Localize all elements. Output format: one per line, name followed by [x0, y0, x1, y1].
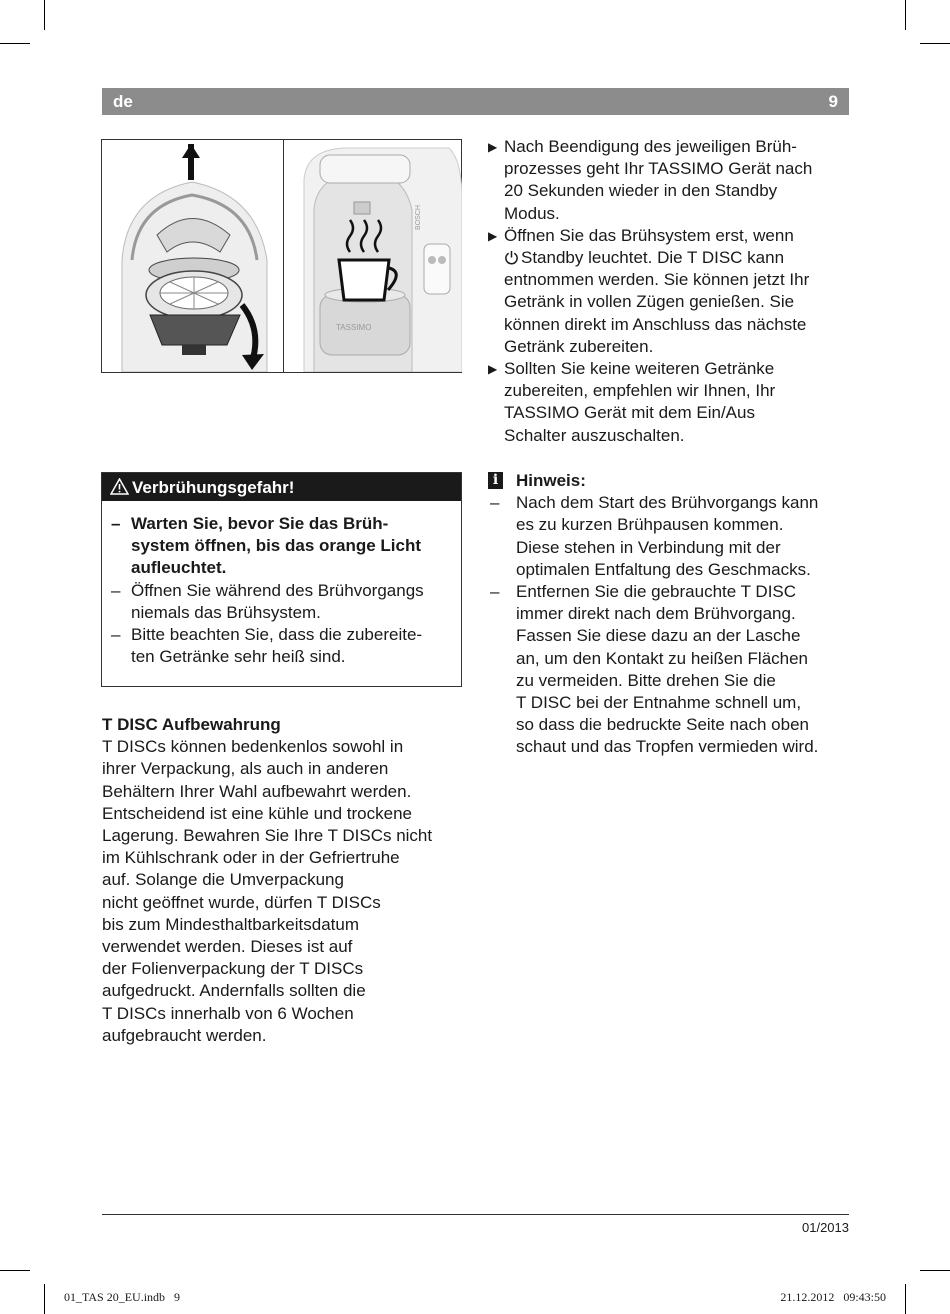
warning-line: niemals das Brühsystem. — [131, 602, 321, 622]
hint-line: schaut und das Tropfen vermieden wird. — [516, 737, 819, 757]
crop-mark — [44, 1284, 45, 1314]
storage-line: aufgebraucht werden. — [102, 1025, 267, 1045]
hint-item — [488, 581, 853, 759]
footer-rule — [102, 1214, 849, 1215]
warning-line: aufleuchtet. — [131, 558, 227, 578]
warning-item — [102, 580, 461, 624]
warning-line: ten Getränke sehr heiß sind. — [131, 647, 346, 667]
arrow-icon: ▶ — [488, 362, 498, 377]
hint-line: Nach dem Start des Brühvorgangs kann — [516, 493, 819, 513]
page-number: 9 — [828, 92, 838, 111]
hint-section — [488, 470, 853, 759]
storage-heading: T DISC Aufbewahrung — [102, 715, 281, 734]
print-slug-timestamp: 21.12.2012 09:43:50 — [780, 1290, 886, 1304]
warning-header — [102, 473, 461, 501]
crop-mark — [44, 0, 45, 30]
bullet-line: Schalter auszuschalten. — [504, 425, 685, 445]
bullet-line: Nach Beendigung des jeweiligen Brüh- — [504, 137, 797, 156]
storage-line: T DISCs können bedenkenlos sowohl in — [102, 737, 404, 757]
hint-item — [488, 492, 853, 581]
brewer-open-illustration — [102, 140, 283, 372]
storage-line: Lagerung. Bewahren Sie Ihre T DISCs nicht — [102, 826, 433, 846]
warning-triangle-icon — [110, 478, 129, 495]
bullet-line: prozesses geht Ihr TASSIMO Gerät nach — [504, 159, 813, 179]
crop-mark — [905, 1284, 906, 1314]
storage-line: Behältern Ihrer Wahl aufbewahrt werden. — [102, 781, 412, 801]
warning-item — [102, 624, 461, 668]
dash-mark: – — [490, 582, 500, 602]
hint-line: immer direkt nach dem Brühvorgang. — [516, 604, 796, 624]
warning-line: Öffnen Sie während des Brühvorgangs — [131, 580, 424, 600]
storage-line: ihrer Verpackung, als auch in anderen — [102, 759, 389, 779]
warning-list — [102, 513, 461, 668]
hint-line: so dass die bedruckte Seite nach oben — [516, 715, 809, 735]
language-code: de — [113, 92, 133, 111]
instruction-bullet — [488, 136, 853, 225]
illustration-panel — [101, 139, 462, 373]
warning-item — [102, 513, 461, 580]
storage-line: verwendet werden. Dieses ist auf — [102, 937, 353, 957]
bullet-line: 20 Sekunden wieder in den Standby — [504, 181, 778, 201]
crop-mark — [920, 43, 950, 44]
crop-mark — [0, 1270, 30, 1271]
arrow-icon: ▶ — [488, 140, 498, 154]
info-icon: i — [488, 472, 503, 489]
brand-label: BOSCH — [415, 205, 422, 230]
storage-line: bis zum Mindesthaltbarkeitsdatum — [102, 914, 360, 934]
hint-header — [488, 470, 853, 492]
crop-mark — [905, 0, 906, 30]
warning-title: Verbrühungsgefahr! — [132, 478, 295, 497]
print-slug-file: 01_TAS 20_EU.indb 9 — [64, 1290, 181, 1304]
bullet-line: entnommen werden. Sie können jetzt Ihr — [504, 270, 810, 290]
crop-mark — [0, 43, 30, 44]
cup-label: TASSIMO — [336, 323, 372, 332]
crop-mark — [920, 1270, 950, 1271]
bullet-line: Öffnen Sie das Brühsystem erst, wenn — [504, 225, 794, 245]
bullet-line: Standby leuchtet. Die T DISC kann — [521, 248, 785, 268]
storage-line: nicht geöffnet wurde, dürfen T DISCs — [102, 892, 381, 912]
page-header — [102, 88, 849, 115]
bullet-line: Modus. — [504, 203, 560, 223]
instructions-column — [488, 136, 853, 447]
bullet-line: Sollten Sie keine weiteren Getränke — [504, 359, 775, 379]
bullet-line: zubereiten, empfehlen wir Ihnen, Ihr — [504, 381, 776, 401]
power-icon — [504, 250, 519, 265]
warning-line: system öffnen, bis das orange Licht — [131, 536, 422, 556]
warning-box — [101, 472, 462, 687]
bullet-line: Getränk in vollen Zügen genießen. Sie — [504, 292, 795, 312]
machine-standby-illustration — [284, 140, 462, 372]
storage-line: im Kühlschrank oder in der Gefriertruhe — [102, 848, 400, 868]
storage-line: aufgedruckt. Andernfalls sollten die — [102, 981, 366, 1001]
arrow-icon: ▶ — [488, 228, 498, 243]
dash-mark: – — [111, 625, 121, 645]
warning-line: Bitte beachten Sie, dass die zubereite- — [131, 625, 423, 645]
hint-line: zu vermeiden. Bitte drehen Sie die — [516, 670, 776, 690]
storage-line: T DISCs innerhalb von 6 Wochen — [102, 1003, 354, 1023]
instruction-bullet — [488, 358, 853, 447]
dash-mark: – — [111, 514, 121, 533]
bullet-line: TASSIMO Gerät mit dem Ein/Aus — [504, 403, 755, 423]
hint-line: Entfernen Sie die gebrauchte T DISC — [516, 582, 797, 602]
hint-line: T DISC bei der Entnahme schnell um, — [516, 693, 802, 713]
hint-list — [488, 492, 853, 758]
storage-line: Entscheidend ist eine kühle und trockene — [102, 803, 412, 823]
warning-line: Warten Sie, bevor Sie das Brüh- — [131, 514, 389, 533]
hint-line: Diese stehen in Verbindung mit der — [516, 537, 781, 557]
hint-line: es zu kurzen Brühpausen kommen. — [516, 515, 784, 535]
hint-line: an, um den Kontakt zu heißen Flächen — [516, 648, 809, 668]
dash-mark: – — [111, 580, 121, 600]
storage-line: der Folienverpackung der T DISCs — [102, 959, 364, 979]
dash-mark: – — [490, 493, 500, 513]
instruction-bullet — [488, 225, 853, 358]
hint-title: Hinweis: — [516, 471, 586, 490]
bullet-line: können direkt im Anschluss das nächste — [504, 314, 807, 334]
bullet-line: Getränk zubereiten. — [504, 336, 654, 356]
footer-date: 01/2013 — [802, 1220, 849, 1235]
hint-line: Fassen Sie diese dazu an der Lasche — [516, 626, 801, 646]
storage-line: auf. Solange die Umverpackung — [102, 870, 344, 890]
hint-line: optimalen Entfaltung des Geschmacks. — [516, 559, 811, 579]
storage-section — [102, 714, 472, 1047]
